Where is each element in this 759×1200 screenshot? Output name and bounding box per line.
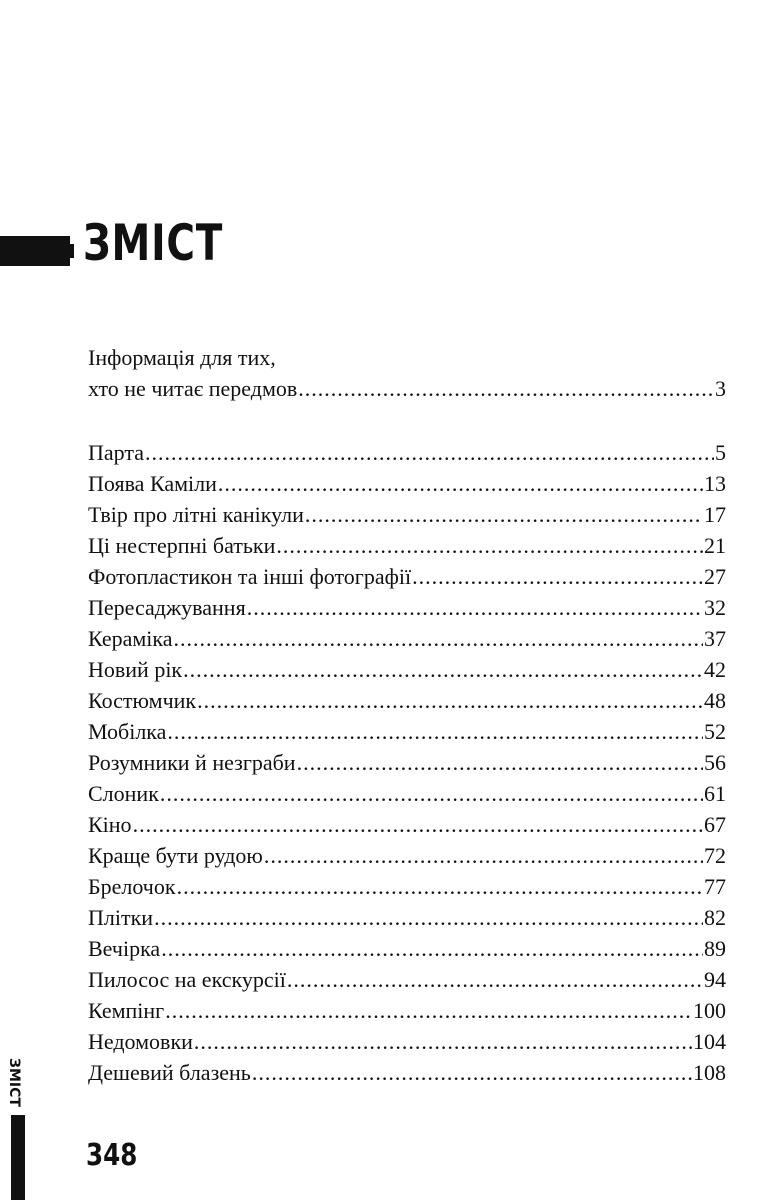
toc-entry[interactable] [88,716,726,747]
leader-dots [197,685,703,716]
toc-entry-title: Фотопластикон та інші фотографії [88,564,412,589]
leader-dots [165,995,692,1026]
leader-dots [177,871,703,902]
toc-entry-page: 48 [704,688,726,713]
toc-entry-page: 37 [704,626,726,651]
side-decoration-bar [11,1115,25,1200]
toc-entry-page: 104 [693,1029,726,1054]
heading-decoration-bar [0,236,70,266]
toc-entry[interactable] [88,530,726,561]
toc-entry[interactable] [88,995,726,1026]
toc-entry[interactable] [88,654,726,685]
toc-entry-title: Мобілка [88,719,167,744]
toc-entry-page: 56 [704,750,726,775]
leader-dots [305,499,703,530]
leader-dots [183,654,703,685]
toc-entry-title: Пилосос на екскурсії [88,967,286,992]
leader-dots [133,809,703,840]
toc-entry[interactable] [88,499,726,530]
table-of-contents [88,342,726,1088]
toc-entry-page: 17 [704,502,726,527]
running-section-label: ЗМІСТ [6,1058,22,1107]
toc-entry[interactable] [88,747,726,778]
leader-dots [247,592,703,623]
toc-entry[interactable] [88,437,726,468]
toc-entry-page: 67 [704,812,726,837]
toc-entry-title: Недомовки [88,1029,193,1054]
leader-dots [167,716,703,747]
toc-entry-title: Дешевий блазень [88,1060,251,1085]
toc-entry-page: 32 [704,595,726,620]
leader-dots [298,373,714,404]
toc-entry-page: 52 [704,719,726,744]
toc-entry[interactable] [88,871,726,902]
toc-entry-title: Вечірка [88,936,161,961]
toc-entry-list [88,437,726,1088]
toc-entry-title: Парта [88,440,145,465]
toc-entry-page: 42 [704,657,726,682]
toc-entry-page: 3 [715,376,726,401]
toc-entry[interactable] [88,685,726,716]
toc-entry-title: Пересаджування [88,595,246,620]
toc-entry[interactable] [88,468,726,499]
toc-entry-title: Твір про літні канікули [88,502,304,527]
toc-entry-page: 5 [715,440,726,465]
toc-entry[interactable] [88,840,726,871]
page-title: ЗМІСТ [83,214,224,272]
leader-dots [276,530,703,561]
toc-entry-title: Краще бути рудою [88,843,263,868]
toc-entry-page: 100 [693,998,726,1023]
toc-entry-page: 108 [693,1060,726,1085]
toc-entry-title: Кераміка [88,626,173,651]
leader-dots [252,1057,692,1088]
toc-entry-title: Брелочок [88,874,176,899]
toc-entry-page: 13 [704,471,726,496]
leader-dots [297,747,703,778]
toc-entry-page: 72 [704,843,726,868]
leader-dots [161,933,703,964]
toc-entry[interactable] [88,1057,726,1088]
leader-dots [287,964,703,995]
leader-dots [264,840,703,871]
toc-entry[interactable] [88,902,726,933]
leader-dots [174,623,703,654]
toc-entry-title: Кіно [88,812,132,837]
toc-entry-title: Кемпінг [88,998,165,1023]
leader-dots [154,902,703,933]
intro-title-line1: Інформація для тих, [88,345,276,370]
section-gap [88,404,726,437]
toc-entry[interactable] [88,592,726,623]
toc-entry[interactable] [88,778,726,809]
toc-entry[interactable] [88,809,726,840]
toc-entry[interactable] [88,964,726,995]
toc-entry-intro[interactable] [88,373,726,404]
toc-entry-title: Костюмчик [88,688,197,713]
page-number: 348 [86,1138,138,1173]
toc-entry-page: 61 [704,781,726,806]
leader-dots [412,561,703,592]
toc-entry-page: 94 [704,967,726,992]
toc-entry-page: 89 [704,936,726,961]
toc-entry-title: Слоник [88,781,159,806]
toc-entry-page: 82 [704,905,726,930]
leader-dots [218,468,703,499]
toc-entry-title: хто не читає передмов [88,376,298,401]
leader-dots [194,1026,692,1057]
toc-entry[interactable] [88,623,726,654]
leader-dots [145,437,714,468]
toc-entry-title: Розумники й незграби [88,750,296,775]
toc-entry[interactable] [88,1026,726,1057]
toc-entry-page: 21 [704,533,726,558]
leader-dots [160,778,703,809]
toc-entry-page: 77 [704,874,726,899]
toc-entry-title: Плітки [88,905,154,930]
toc-entry-title: Новий рік [88,657,183,682]
toc-entry[interactable] [88,933,726,964]
toc-entry-page: 27 [704,564,726,589]
toc-entry[interactable] [88,561,726,592]
toc-entry-title: Поява Каміли [88,471,217,496]
toc-entry-title: Ці нестерпні батьки [88,533,276,558]
